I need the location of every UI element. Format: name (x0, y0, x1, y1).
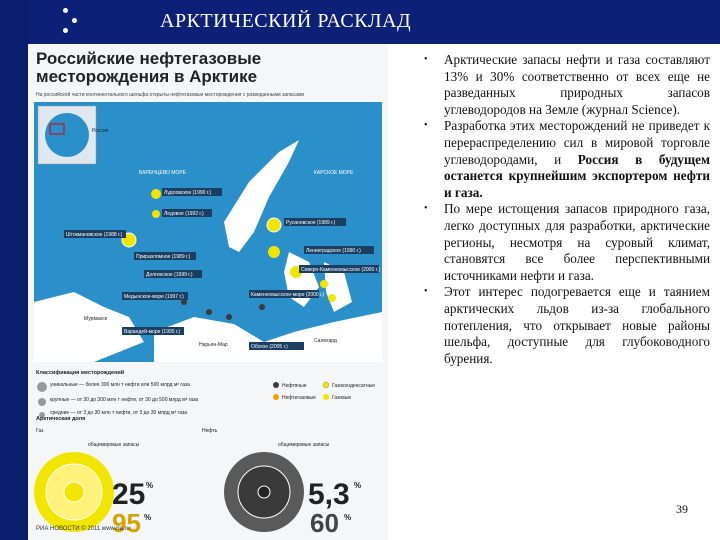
bullet-item (420, 52, 710, 118)
bullet-item (420, 201, 710, 284)
infographic-subtitle: На российской части континентального шельфа открыты нефтегазовые месторождения с разведанными запасами (36, 92, 305, 98)
bullet-marker: • (424, 120, 428, 132)
arctic-share-gas-label: Газ (36, 428, 44, 434)
bullet-item (420, 118, 710, 201)
classification-title: Классификация месторождений (36, 370, 125, 376)
page-number: 39 (676, 502, 688, 516)
legend-gas: Газовые (332, 395, 352, 401)
gas-share-inner-circle (64, 482, 84, 502)
oil-share-shelf-value: 5,3 (308, 478, 350, 511)
map-label-kara-sea: КАРСКОЕ МОРЕ (314, 170, 354, 176)
gas-share-total-unit: % (144, 513, 152, 522)
map-label-barents-sea: БАРЕНЦЕВО МОРЕ (139, 170, 186, 176)
field-marker-gas (152, 210, 160, 218)
gas-total-reserves-label: общемировые запасы (88, 442, 140, 448)
bullet-text: По мере истощения запасов природного газа, легко доступных для разработки, арктические регионы, несмотря на суровый климат, становятся все более перспективными источниками нефти и газа. (444, 201, 710, 283)
field-marker-oil (226, 314, 232, 320)
oil-share-total-unit: % (344, 513, 352, 522)
field-label: Приразломное (1989 г.) (136, 254, 191, 260)
legend-gas-condensate-icon (323, 382, 329, 388)
legend-large-icon (38, 398, 46, 406)
legend-large: крупные — от 30 до 300 млн т нефти, от 30 до 500 млрд м³ газа (50, 397, 199, 403)
legend-oil-icon (273, 382, 279, 388)
infographic-image (28, 44, 388, 540)
field-label: Обское (2005 г.) (251, 344, 288, 350)
bullet-text-bold: Россия в будущем останется крупнейшим экспортером нефти и газа. (444, 151, 710, 200)
field-label: Варандей-море (1995 г.) (124, 329, 181, 335)
field-label: Долгинское (1999 г.) (146, 272, 193, 278)
gas-share-shelf-value: 25 (112, 478, 146, 511)
oil-total-reserves-label: общемировые запасы (278, 442, 330, 448)
legend-unique: уникальные — более 300 млн т нефти или 500 млрд м³ газа (50, 382, 190, 388)
field-marker-oil (259, 304, 265, 310)
legend-oil: Нефтяные (282, 383, 307, 389)
field-label: Русановское (1989 г.) (286, 220, 336, 226)
field-label: Каменномысское-море (2000 г.) (251, 292, 325, 298)
field-label: Лудловское (1990 г.) (164, 190, 212, 196)
field-marker-gas (268, 246, 280, 258)
map-label-naryan-mar: Нарьян-Мар (199, 342, 228, 348)
bullet-marker: • (424, 286, 428, 298)
map-label-salekhard: Салехард (314, 338, 337, 344)
legend-oil-gas: Нефтегазовые (282, 395, 316, 401)
legend-oil-gas-icon (273, 394, 279, 400)
oil-share-inner-circle (258, 486, 270, 498)
left-decor-bar (0, 0, 28, 540)
field-marker-gas (328, 294, 336, 302)
bullet-item (420, 284, 710, 367)
decor-dot (63, 28, 68, 33)
field-label: Ледовое (1992 г.) (164, 211, 204, 217)
bullet-marker: • (424, 203, 428, 215)
bullet-list (420, 52, 710, 367)
oil-share-total-value: 60 (310, 508, 339, 534)
arctic-share-title: Арктическая доля (36, 416, 86, 422)
legend-gas-icon (323, 394, 329, 400)
field-label: Ленинградское (1990 г.) (306, 248, 361, 254)
slide-title: АРКТИЧЕСКИЙ РАСКЛАД (160, 10, 412, 32)
bullet-text: Этот интерес подогревается еще и таянием арктических льдов из-за глобального потепления, что открывает новые районы шельфа, доступные для глубоководного бурения. (444, 284, 710, 366)
infographic-title: Российские нефтегазовые месторождения в Арктике (36, 49, 262, 86)
field-marker-gas (320, 280, 328, 288)
field-marker-gas-unique (267, 218, 281, 232)
legend-medium: средние — от 3 до 30 млн т нефти, от 3 до 30 млрд м³ газа (50, 410, 188, 416)
map-inset-globe (45, 113, 89, 157)
arctic-map (34, 102, 382, 534)
infographic-source: РИА НОВОСТИ © 2011 www.ria.ru (36, 526, 130, 532)
bullet-marker: • (424, 54, 428, 65)
field-label: Штокмановское (1988 г.) (66, 232, 123, 238)
map-label-russia: Россия (92, 128, 109, 134)
gas-share-total-value: 95 (112, 508, 141, 534)
field-marker-gas (151, 189, 161, 199)
field-label: Медынское-море (1997 г.) (124, 294, 184, 300)
field-marker-oil (206, 309, 212, 315)
map-label-murmansk: Мурманск (84, 316, 108, 322)
gas-share-shelf-unit: % (146, 481, 154, 490)
oil-share-shelf-unit: % (354, 481, 362, 490)
bullet-text: Арктические запасы нефти и газа составляют 13% и 30% соответственно от всех еще не разведанных природных запасов углеводородов на Земле (журнал Science). (444, 52, 710, 117)
bullet-text: Разработка этих месторождений не приведет к перераспределению сил в мировой торговле углеводородами, и (444, 118, 710, 167)
decor-dot (72, 18, 77, 23)
arctic-share-oil-label: Нефть (202, 428, 218, 434)
legend-unique-icon (37, 382, 47, 392)
decor-dot (63, 8, 68, 13)
field-label: Северо-Каменномысское (2000 г.) (301, 267, 380, 273)
slide-content (28, 44, 720, 540)
legend-gas-condensate: Газоконденсатные (332, 383, 376, 389)
